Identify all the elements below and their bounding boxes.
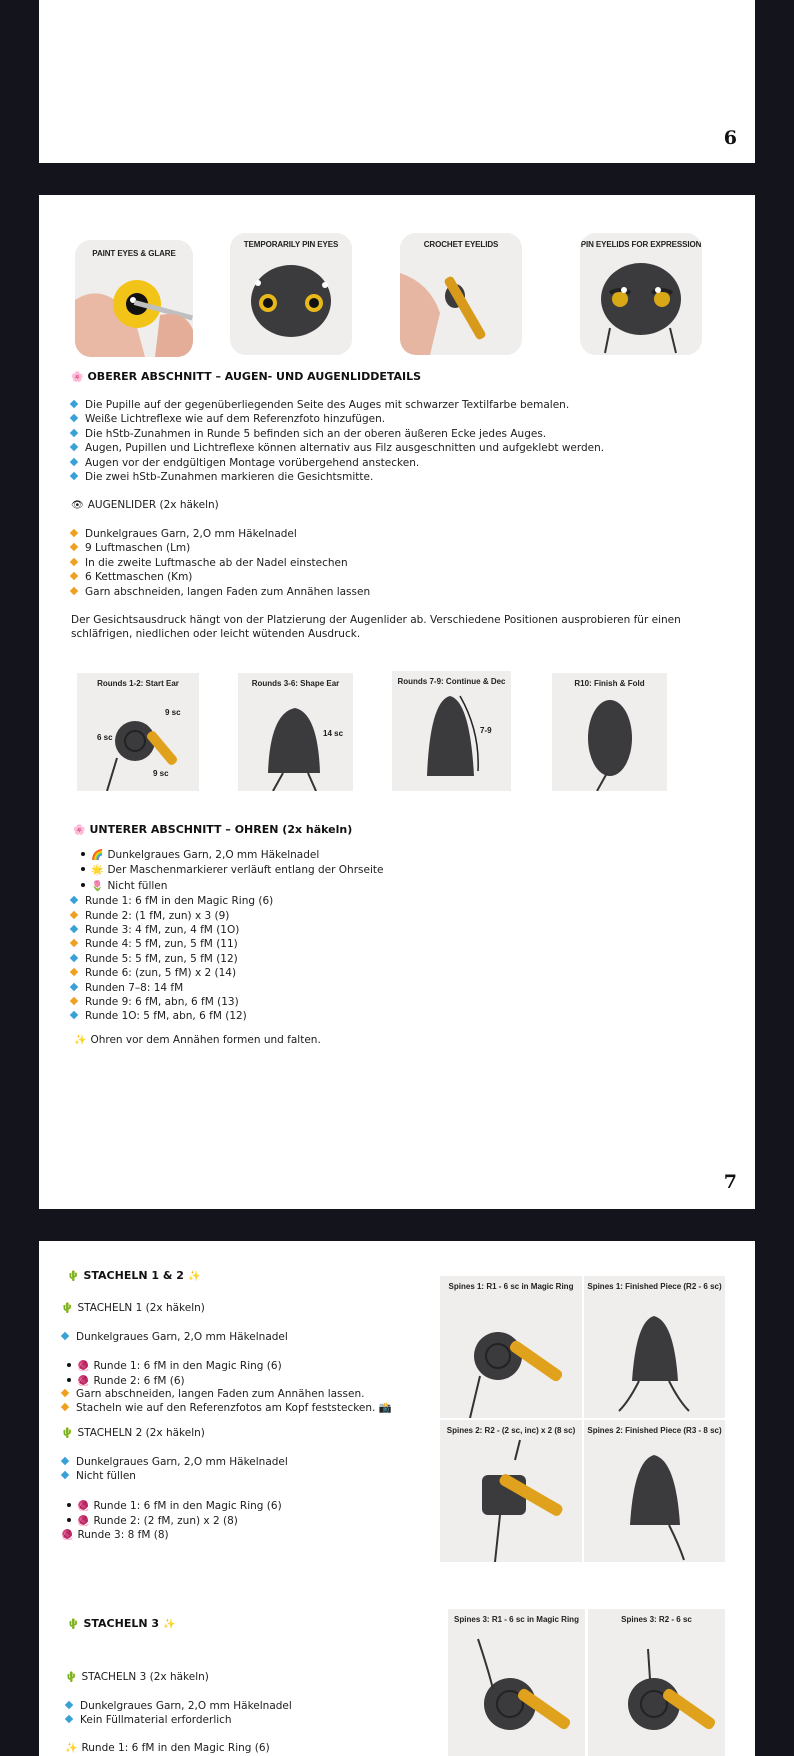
diamond-icon — [70, 414, 78, 422]
list-item: Runde 4: 5 fM, zun, 5 fM (11) — [69, 937, 383, 951]
diamond-icon — [70, 443, 78, 451]
diamond-icon — [70, 543, 78, 551]
diamond-icon — [61, 1471, 69, 1479]
list-item: Runde 2: (1 fM, zun) x 3 (9) — [69, 909, 383, 923]
page-number: 7 — [723, 1171, 737, 1193]
diamond-icon — [70, 429, 78, 437]
diamond-icon — [70, 939, 78, 947]
list-item: Runden 7–8: 14 fM — [69, 981, 383, 995]
ear-finish-illustration — [552, 673, 667, 791]
section-title: 🌵 STACHELN 3 ✨ — [67, 1617, 176, 1630]
diamond-icon — [70, 925, 78, 933]
flower-icon: 🌸 — [71, 372, 84, 383]
diamond-icon — [61, 1457, 69, 1465]
diamond-icon — [70, 472, 78, 480]
spines1-heading: 🌵 STACHELN 1 (2x häkeln) — [61, 1301, 205, 1316]
spines3-round1: ✨ Runde 1: 6 fM in den Magic Ring (6) — [65, 1741, 270, 1756]
pin-eyelids-illustration — [580, 233, 702, 355]
yarn-icon: 🧶 — [77, 1501, 90, 1512]
photo-spines1-r1 — [440, 1276, 582, 1418]
diamond-icon — [70, 910, 78, 918]
bullet-icon — [81, 867, 85, 871]
spines3-r2-illustration — [588, 1609, 725, 1756]
list-item: Runde 1O: 5 fM, abn, 6 fM (12) — [69, 1009, 383, 1023]
list-item: Die hStb-Zunahmen in Runde 5 befinden sich an der oberen äußeren Ecke jedes Auges. — [69, 427, 604, 441]
photo-caption: Spines 3: R2 - 6 sc — [621, 1615, 692, 1624]
eye-details-list — [69, 398, 604, 484]
diamond-icon — [61, 1403, 69, 1411]
page-number: 6 — [723, 127, 737, 149]
photo-label: 9 sc — [153, 769, 169, 778]
photo-spines3-r2 — [588, 1609, 725, 1756]
diamond-icon — [70, 457, 78, 465]
ear-continue-illustration — [392, 671, 511, 791]
tulip-icon: 🌷 — [91, 880, 104, 892]
list-item: 9 Luftmaschen (Lm) — [69, 541, 370, 555]
spines3-list — [64, 1699, 292, 1728]
list-item: Augen vor der endgültigen Montage vorübergehend anstecken. — [69, 456, 604, 470]
eyelids-list — [69, 527, 370, 599]
section-title: 🌸 OBERER ABSCHNITT – AUGEN- UND AUGENLIDDETAILS — [71, 370, 422, 383]
photo-spines1-finished — [584, 1276, 725, 1418]
yarn-icon: 🧶 — [77, 1516, 90, 1528]
photo-paint-eyes — [75, 240, 193, 357]
photo-label: 14 sc — [323, 729, 344, 738]
list-item: Dunkelgraues Garn, 2,O mm Häkelnadel — [60, 1330, 288, 1344]
photo-caption: PAINT EYES & GLARE — [92, 249, 176, 258]
diamond-icon — [70, 968, 78, 976]
photo-ear-finish — [552, 673, 667, 791]
photo-pin-eyelids — [580, 233, 702, 355]
diamond-icon — [70, 954, 78, 962]
diamond-icon — [61, 1332, 69, 1340]
list-item: Die Pupille auf der gegenüberliegenden Seite des Auges mit schwarzer Textilfarbe bemalen. — [69, 398, 604, 412]
bullet-icon — [81, 852, 85, 856]
diamond-icon — [70, 558, 78, 566]
photo-caption: Spines 3: R1 - 6 sc in Magic Ring — [454, 1615, 579, 1624]
eye-icon: 👁 — [71, 500, 84, 511]
list-item: 🌷 Nicht füllen — [69, 879, 383, 894]
spines1-rounds — [55, 1359, 282, 1390]
photo-spines3-r1 — [448, 1609, 585, 1756]
photo-caption: PIN EYELIDS FOR EXPRESSION — [580, 240, 702, 249]
spines3-r1-illustration — [448, 1609, 585, 1756]
eyelids-heading: 👁 AUGENLIDER (2x häkeln) — [71, 498, 219, 513]
photo-caption: Spines 2: Finished Piece (R3 - 8 sc) — [587, 1426, 722, 1435]
spines1-r1-illustration — [440, 1276, 582, 1418]
page-7 — [39, 195, 755, 1209]
sparkles-icon: ✨ — [187, 1271, 201, 1282]
section-title: 🌸 UNTERER ABSCHNITT – OHREN (2x häkeln) — [73, 823, 353, 836]
list-item: 🧶 Runde 2: (2 fM, zun) x 2 (8) — [55, 1514, 282, 1529]
list-item: Garn abschneiden, langen Faden zum Annähen lassen. — [60, 1387, 392, 1401]
rainbow-icon: 🌈 — [91, 850, 104, 861]
star-icon: 🌟 — [91, 865, 104, 877]
cactus-icon: 🌵 — [67, 1619, 80, 1630]
flower-icon: 🌸 — [73, 825, 86, 836]
photo-label: 7-9 — [480, 726, 492, 735]
ears-note: ✨ Ohren vor dem Annähen formen und falten. — [74, 1033, 321, 1048]
list-item: Runde 1: 6 fM in den Magic Ring (6) — [69, 894, 383, 908]
bullet-icon — [67, 1378, 71, 1382]
photo-spines2-finished — [584, 1420, 725, 1562]
yarn-icon: 🧶 — [77, 1361, 90, 1372]
list-item: Nicht füllen — [60, 1469, 288, 1483]
cactus-icon: 🌵 — [65, 1672, 78, 1683]
photo-pin-eyes — [230, 233, 352, 355]
sparkles-icon: ✨ — [163, 1619, 176, 1630]
cactus-icon: 🌵 — [67, 1271, 80, 1282]
photo-caption: Spines 1: Finished Piece (R2 - 6 sc) — [587, 1282, 722, 1291]
pin-eyes-illustration — [230, 233, 352, 355]
spines2-list — [60, 1455, 288, 1484]
photo-caption: CROCHET EYELIDS — [423, 240, 499, 249]
bullet-icon — [67, 1363, 71, 1367]
eyelids-paragraph: Der Gesichtsausdruck hängt von der Platzierung der Augenlider ab. Verschiedene Positionen ausprobieren für einen schläfrigen, niedlichen oder leicht wütenden Ausdruck. — [71, 614, 681, 641]
list-item: Kein Füllmaterial erforderlich — [64, 1713, 292, 1727]
spines1-yarn — [60, 1330, 288, 1344]
photo-caption: Rounds 7-9: Continue & Dec — [397, 677, 506, 686]
list-item: Weiße Lichtreflexe wie auf dem Referenzfoto hinzufügen. — [69, 412, 604, 426]
photo-ear-start — [77, 673, 199, 791]
photo-caption: Spines 1: R1 - 6 sc in Magic Ring — [448, 1282, 574, 1291]
list-item: Dunkelgraues Garn, 2,O mm Häkelnadel — [64, 1699, 292, 1713]
bullet-icon — [67, 1518, 71, 1522]
list-item: Dunkelgraues Garn, 2,O mm Häkelnadel — [69, 527, 370, 541]
list-item: Runde 3: 4 fM, zun, 4 fM (1O) — [69, 923, 383, 937]
bullet-icon — [67, 1503, 71, 1507]
photo-caption: TEMPORARILY PIN EYES — [243, 240, 339, 249]
cactus-icon: 🌵 — [61, 1303, 74, 1314]
ears-list — [69, 848, 383, 1024]
section-title: 🌵 STACHELN 1 & 2 ✨ — [67, 1269, 201, 1282]
list-item: Die zwei hStb-Zunahmen markieren die Gesichtsmitte. — [69, 470, 604, 484]
diamond-icon — [61, 1389, 69, 1397]
yarn-icon: 🧶 — [77, 1376, 90, 1388]
list-item: Dunkelgraues Garn, 2,O mm Häkelnadel — [60, 1455, 288, 1469]
photo-label: 9 sc — [165, 708, 181, 717]
list-item: Runde 6: (zun, 5 fM) x 2 (14) — [69, 966, 383, 980]
spines2-finished-illustration — [584, 1420, 725, 1562]
photo-spines2-r2 — [440, 1420, 582, 1562]
spines3-heading: 🌵 STACHELN 3 (2x häkeln) — [65, 1670, 209, 1685]
list-item: Stacheln wie auf den Referenzfotos am Kopf feststecken. 📸 — [60, 1401, 392, 1415]
yarn-icon: 🧶 — [61, 1530, 74, 1541]
spines1-notes — [60, 1387, 392, 1416]
list-item: 🌟 Der Maschenmarkierer verläuft entlang der Ohrseite — [69, 863, 383, 878]
list-item: 🧶 Runde 1: 6 fM in den Magic Ring (6) — [55, 1499, 282, 1514]
photo-caption: Spines 2: R2 - (2 sc, inc) x 2 (8 sc) — [446, 1426, 576, 1435]
spines2-round3: 🧶 Runde 3: 8 fM (8) — [61, 1528, 169, 1543]
cactus-icon: 🌵 — [61, 1428, 74, 1439]
diamond-icon — [70, 529, 78, 537]
sparkles-icon: ✨ — [65, 1743, 78, 1754]
diamond-icon — [70, 1011, 78, 1019]
diamond-icon — [65, 1715, 73, 1723]
diamond-icon — [65, 1701, 73, 1709]
sparkles-icon: ✨ — [74, 1035, 87, 1046]
list-item: 6 Kettmaschen (Km) — [69, 570, 370, 584]
photo-caption: R10: Finish & Fold — [574, 679, 645, 688]
list-item: 🧶 Runde 1: 6 fM in den Magic Ring (6) — [55, 1359, 282, 1374]
photo-ear-continue — [392, 671, 511, 791]
page-8 — [39, 1241, 755, 1756]
diamond-icon — [70, 896, 78, 904]
spines1-finished-illustration — [584, 1276, 725, 1418]
diamond-icon — [70, 997, 78, 1005]
photo-ear-shape — [238, 673, 353, 791]
crochet-eyelids-illustration — [400, 233, 522, 355]
photo-caption: Rounds 1-2: Start Ear — [97, 679, 179, 688]
spines2-r2-illustration — [440, 1420, 582, 1562]
list-item: Runde 5: 5 fM, zun, 5 fM (12) — [69, 952, 383, 966]
list-item: Garn abschneiden, langen Faden zum Annähen lassen — [69, 585, 370, 599]
list-item: Runde 9: 6 fM, abn, 6 fM (13) — [69, 995, 383, 1009]
list-item: Augen, Pupillen und Lichtreflexe können alternativ aus Filz ausgeschnitten und aufgeklebt werden. — [69, 441, 604, 455]
list-item: 🌈 Dunkelgraues Garn, 2,O mm Häkelnadel — [69, 848, 383, 863]
ear-start-illustration — [77, 673, 199, 791]
diamond-icon — [70, 982, 78, 990]
diamond-icon — [70, 400, 78, 408]
diamond-icon — [70, 586, 78, 594]
photo-label: 6 sc — [97, 733, 113, 742]
list-item: In die zweite Luftmasche ab der Nadel einstechen — [69, 556, 370, 570]
spines2-heading: 🌵 STACHELN 2 (2x häkeln) — [61, 1426, 205, 1441]
photo-caption: Rounds 3-6: Shape Ear — [251, 679, 340, 688]
diamond-icon — [70, 572, 78, 580]
photo-crochet-eyelids — [400, 233, 522, 355]
list-item: 🧶 Runde 2: 6 fM (6) — [55, 1374, 282, 1389]
bullet-icon — [81, 883, 85, 887]
page-6 — [39, 0, 755, 163]
spines2-rounds — [55, 1499, 282, 1530]
